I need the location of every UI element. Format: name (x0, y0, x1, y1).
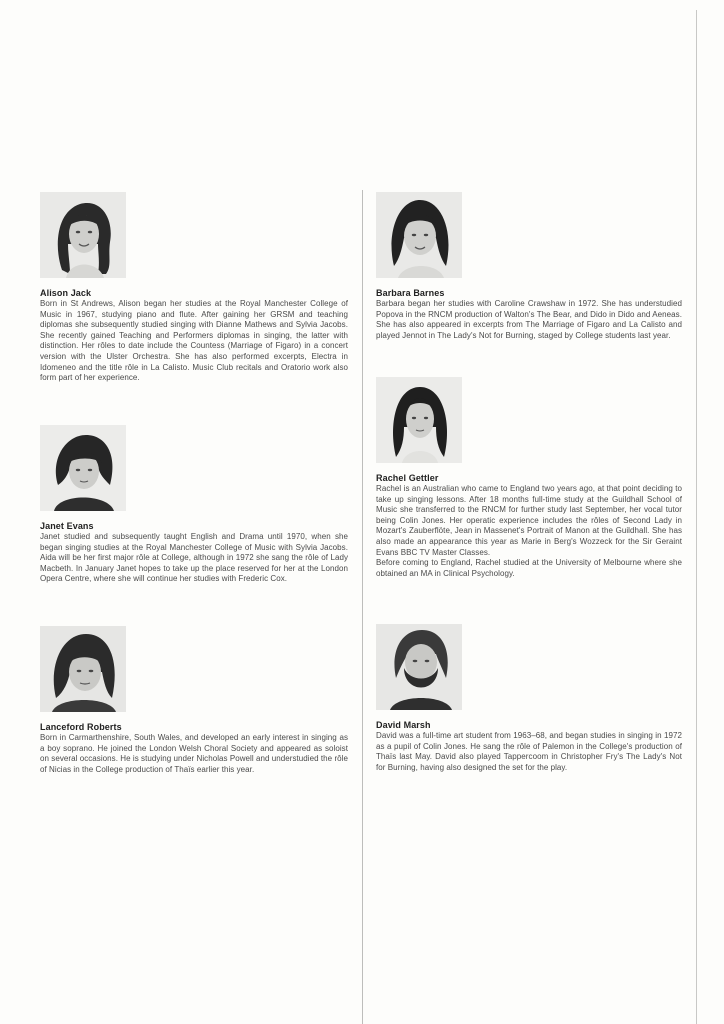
bio-text (376, 299, 682, 341)
portrait-photo-rachel-gettler (376, 377, 462, 463)
bio-text (376, 484, 682, 579)
portrait-photo-janet-evans (40, 425, 126, 511)
bio-paragraph: David was a full-time art student from 1963–68, and began studies in singing in 1972 as a pupil of Colin Jones. He sang the rôle of Palemon in the College's production of Thaïs last May. David also played Tappercoom in Christopher Fry's The Lady's Not for Burning, having also designed the set for the play. (376, 731, 682, 772)
bio-name: Janet Evans (40, 521, 94, 531)
bio-alison-jack (40, 192, 348, 384)
bio-name: Barbara Barnes (376, 288, 445, 298)
bio-janet-evans (40, 425, 348, 585)
bio-name: Lanceford Roberts (40, 722, 122, 732)
page-edge-line (696, 10, 697, 1024)
bio-david-marsh (376, 624, 682, 773)
bio-name: David Marsh (376, 720, 431, 730)
bio-text (376, 731, 682, 773)
bio-text (40, 733, 348, 775)
bio-paragraph: Barbara began her studies with Caroline Crawshaw in 1972. She has understudied Popova in the RNCM production of Walton's The Bear, and Dido in Dido and Aeneas. She has also appeared in excerpts from The Marriage of Figaro and La Calisto and played Jennot in The Lady's Not for Burning, staged by College students last year. (376, 299, 682, 340)
bio-paragraph: Janet studied and subsequently taught English and Drama until 1970, when she began singing studies at the Royal Manchester College of Music with Sylvia Jacobs. Aida will be her first major rôle at College, although in 1972 she sang the rôle of Lady Macbeth. In January Janet hopes to take up the place reserved for her at the London Opera Centre, where she will continue her studies with Frederic Cox. (40, 532, 348, 584)
bio-text (40, 299, 348, 384)
portrait-photo-lanceford-roberts (40, 626, 126, 712)
bio-text (40, 532, 348, 585)
bio-paragraph: Born in Carmarthenshire, South Wales, and developed an early interest in singing as a boy soprano. He joined the London Welsh Choral Society and appeared as soloist on several occasions. He is studying under Nicholas Powell and understudied the rôle of Nicias in the College production of Thaïs earlier this year. (40, 733, 348, 774)
bio-name: Rachel Gettler (376, 473, 439, 483)
bio-rachel-gettler (376, 377, 682, 579)
column-divider (362, 190, 363, 1024)
bio-paragraph: Born in St Andrews, Alison began her studies at the Royal Manchester College of Music in 1967, studying piano and flute. After gaining her GRSM and teaching diplomas she subsequently studied singing with Dianne Mathews and Sylvia Jacobs. She recently gained Teaching and Performers diplomas in singing, the latter with distinction. Her rôles to date include the Countess (Marriage of Figaro) in a concert version with the Ulster Orchestra. She has also performed excerpts, Electra in Idomeneo and the title rôle in La Calisto. Music Club recitals and Oratorio work also form part of her experience. (40, 299, 348, 383)
bio-name: Alison Jack (40, 288, 92, 298)
portrait-photo-alison-jack (40, 192, 126, 278)
bio-barbara-barnes (376, 192, 682, 341)
bio-paragraph: Rachel is an Australian who came to England two years ago, at that point deciding to take up singing lessons. After 18 months full-time study at the Guildhall School of Music she transferred to the RNCM for further study last September, her vocal tutor being Colin Jones. Her operatic experience includes the rôles of Second Lady in Mozart's Zauberflöte, Jean in Massenet's Portrait of Manon at the Guildhall. She has also made an appearance this year as Marie in Berg's Wozzeck for the Sir Geraint Evans BBC TV Master Classes. (376, 484, 682, 557)
portrait-photo-barbara-barnes (376, 192, 462, 278)
bio-lanceford-roberts (40, 626, 348, 775)
portrait-photo-david-marsh (376, 624, 462, 710)
bio-paragraph: Before coming to England, Rachel studied at the University of Melbourne where she obtained an MA in Clinical Psychology. (376, 558, 682, 578)
